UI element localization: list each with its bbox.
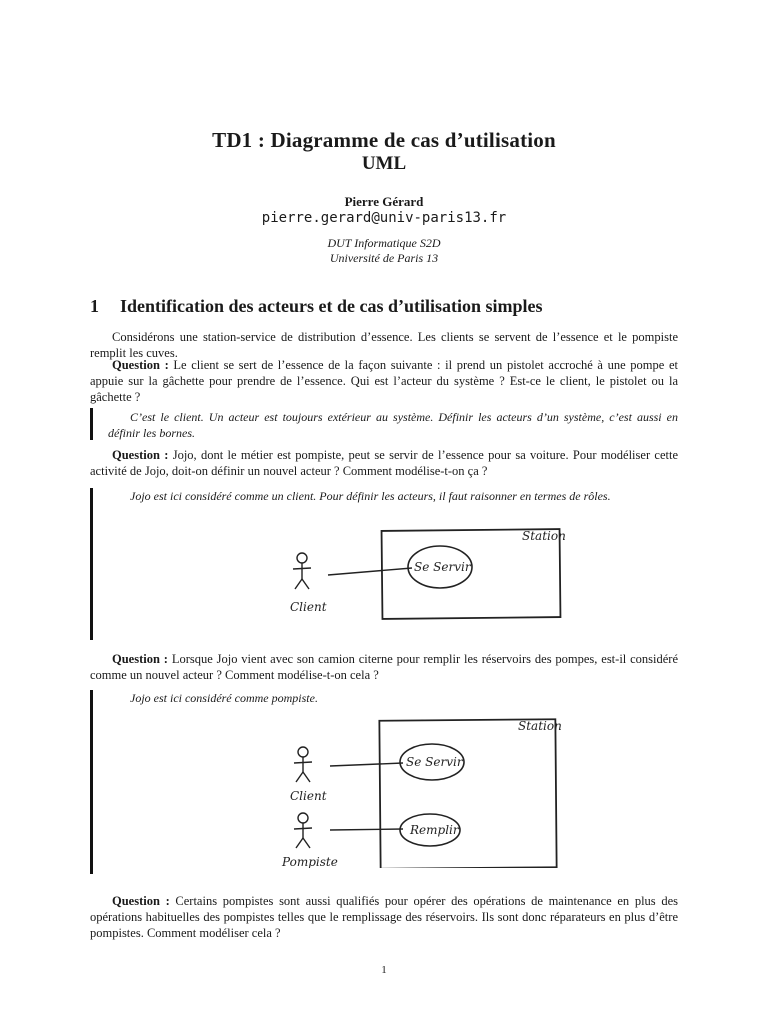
question-text: Lorsque Jojo vient avec son camion citerne pour remplir les réservoirs des pompes, est-il considéré comme un nouvel acteur ? Comment modélise-t-on cela ? <box>90 652 679 682</box>
answer-text: C’est le client. Un acteur est toujours extérieur au système. Définir les acteurs d’un système, c’est aussi en définir les bornes. <box>108 410 678 440</box>
question-2 <box>90 447 678 479</box>
use-case-diagram-2 <box>260 708 620 868</box>
question-text: Jojo, dont le métier est pompiste, peut se servir de l’essence pour sa voiture. Pour modéliser cette activité de Jojo, doit-on définir un nouvel acteur ? Comment modélise-t-on ça ? <box>90 448 679 478</box>
question-text: Certains pompistes sont aussi qualifiés pour opérer des opérations de maintenance en plus des opérations habituelles des pompistes telles que le remplissage des réservoirs. Ils sont donc réparateurs en plus d’être pompistes. Comment modéliser cela ? <box>90 894 678 940</box>
answer-bar <box>90 690 93 874</box>
answer-block-2 <box>90 488 680 640</box>
system-boundary <box>379 719 556 868</box>
actor-label: Client <box>290 600 327 614</box>
actor-pompiste-label: Pompiste <box>282 855 338 868</box>
question-label: Question : <box>112 894 170 908</box>
question-label: Question : <box>112 358 169 372</box>
question-text: Le client se sert de l’essence de la façon suivante : il prend un pistolet accroché à une pompe et appuie sur la gâchette pour prendre de l’essence. Qui est l’acteur du système ? Est-ce le client, le pistolet ou la gâchette ? <box>90 358 678 404</box>
system-label: Station <box>522 529 566 543</box>
answer-bar <box>90 408 93 440</box>
usecase-remplir-label: Remplir <box>410 823 459 837</box>
actor-client-icon <box>294 747 312 782</box>
association-line-client <box>330 763 403 766</box>
question-4 <box>90 893 678 941</box>
document-title: TD1 : Diagramme de cas d’utilisation <box>212 128 556 152</box>
usecase-label: Se Servir <box>414 560 471 574</box>
actor-pompiste-icon <box>294 813 312 848</box>
usecase-serve-label: Se Servir <box>406 755 463 769</box>
actor-client-label: Client <box>290 789 327 803</box>
answer-text: Jojo est ici considéré comme un client. Pour définir les acteurs, il faut raisonner en termes de rôles. <box>130 489 611 503</box>
answer-block-3 <box>90 690 680 874</box>
question-label: Question : <box>112 448 169 462</box>
section-number: 1 <box>90 296 99 316</box>
affiliation-department: DUT Informatique S2D <box>327 236 441 250</box>
author-name: Pierre Gérard <box>344 194 424 209</box>
system-label: Station <box>518 719 562 733</box>
use-case-diagram-1 <box>260 522 620 632</box>
intro-text: Considérons une station-service de distribution d’essence. Les clients se servent de l’essence et le pompiste remplit les cuves. <box>90 330 678 360</box>
page-number: 1 <box>381 964 387 976</box>
question-3 <box>90 651 678 683</box>
association-line <box>328 568 412 575</box>
association-line-pompiste <box>330 829 403 830</box>
section-heading <box>90 296 543 317</box>
author-email: pierre.gerard@univ-paris13.fr <box>261 210 507 226</box>
answer-text: Jojo est ici considéré comme pompiste. <box>130 691 318 705</box>
actor-client-icon <box>293 553 311 589</box>
document-subtitle: UML <box>361 153 407 174</box>
question-1 <box>90 357 678 405</box>
answer-bar <box>90 488 93 640</box>
answer-block-1 <box>90 408 680 442</box>
question-label: Question : <box>112 652 168 666</box>
affiliation-university: Université de Paris 13 <box>329 251 439 265</box>
section-title: Identification des acteurs et de cas d’utilisation simples <box>120 296 543 316</box>
